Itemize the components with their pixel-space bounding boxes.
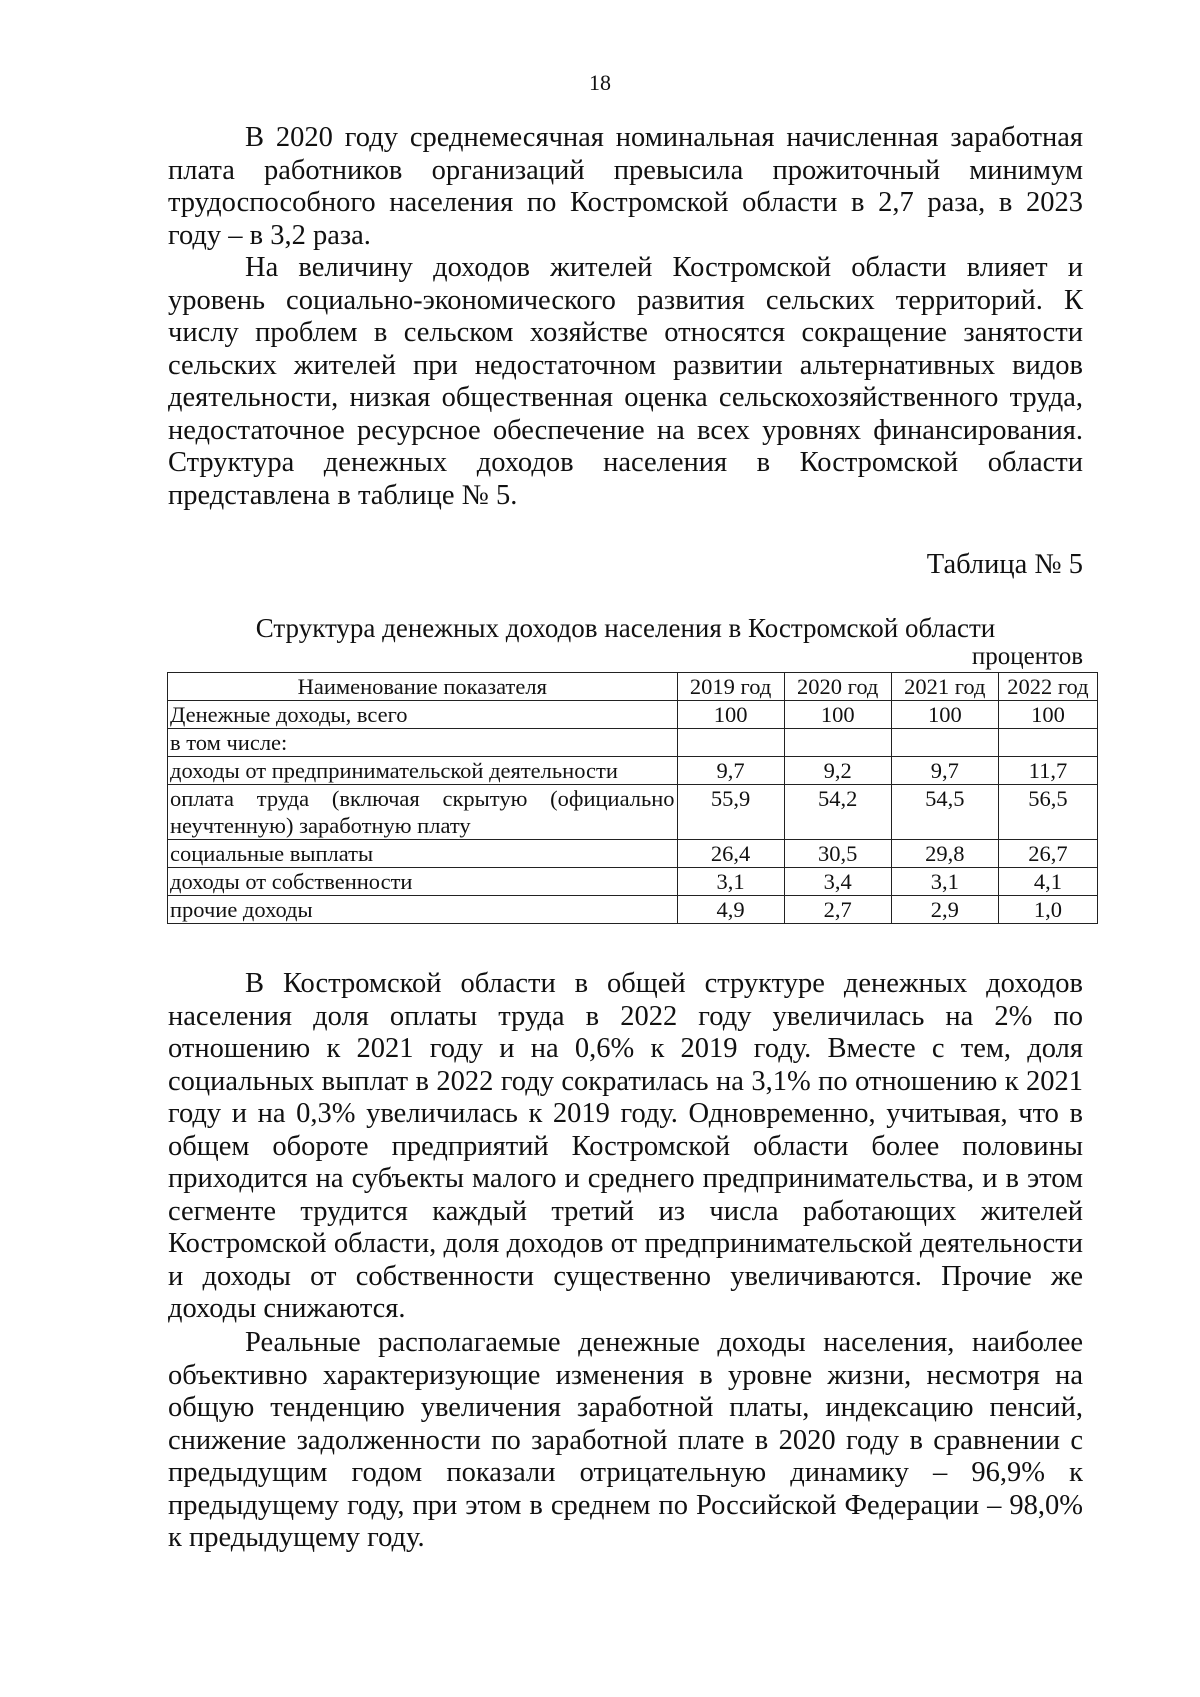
table-cell: 100 (677, 701, 784, 729)
table-cell (998, 729, 1097, 757)
paragraph: На величину доходов жителей Костромской области влияет и уровень социально-экономического развития сельских территорий. К числу проблем в сельском хозяйстве относятся сокращение занятости сельских жителей при недостаточном развитии альтернативных видов деятельности, низкая общественная оценка сельскохозяйственного труда, недостаточное ресурсное обеспечение на всех уровнях финансирования. Структура денежных доходов населения в Костромской области представлена в таблице № 5. (168, 252, 1083, 511)
row-label: социальные выплаты (168, 840, 678, 868)
table-cell: 4,1 (998, 868, 1097, 896)
table-cell (784, 729, 891, 757)
table-cell: 11,7 (998, 757, 1097, 785)
table-cell: 26,7 (998, 840, 1097, 868)
table-cell: 54,5 (891, 785, 998, 840)
income-structure-table (167, 672, 1098, 924)
table-cell: 100 (998, 701, 1097, 729)
table-cell: 9,2 (784, 757, 891, 785)
table-row (168, 896, 1098, 924)
table-cell: 2,7 (784, 896, 891, 924)
table-cell: 30,5 (784, 840, 891, 868)
table-header-row (168, 673, 1098, 701)
table-cell: 3,4 (784, 868, 891, 896)
paragraph: Реальные располагаемые денежные доходы населения, наиболее объективно характеризующие изменения в уровне жизни, несмотря на общую тенденцию увеличения заработной платы, индексацию пенсий, снижение задолженности по заработной плате в 2020 году в сравнении с предыдущим годом показали отрицательную динамику – 96,9% к предыдущему году, при этом в среднем по Российской Федерации – 98,0% к предыдущему году. (168, 1327, 1083, 1553)
table-row (168, 785, 1098, 840)
table-row (168, 840, 1098, 868)
table-cell (891, 729, 998, 757)
paragraph: В 2020 году среднемесячная номинальная начисленная заработная плата работников организаций превысила прожиточный минимум трудоспособного населения по Костромской области в 2,7 раза, в 2023 году – в 3,2 раза. (168, 122, 1083, 251)
table-units: процентов (971, 643, 1083, 670)
table-cell: 2,9 (891, 896, 998, 924)
table-title: Структура денежных доходов населения в Костромской области (255, 613, 996, 643)
table-cell: 29,8 (891, 840, 998, 868)
table-row (168, 757, 1098, 785)
column-header: Наименование показателя (168, 673, 678, 701)
table-row (168, 868, 1098, 896)
row-label: доходы от предпринимательской деятельности (168, 757, 678, 785)
page-number: 18 (589, 70, 611, 95)
row-label: доходы от собственности (168, 868, 678, 896)
table-cell: 100 (784, 701, 891, 729)
table-cell: 55,9 (677, 785, 784, 840)
row-label: в том числе: (168, 729, 678, 757)
table-label: Таблица № 5 (926, 549, 1083, 580)
table-cell: 100 (891, 701, 998, 729)
table-cell: 56,5 (998, 785, 1097, 840)
table-cell: 3,1 (677, 868, 784, 896)
table-cell: 1,0 (998, 896, 1097, 924)
table-row (168, 729, 1098, 757)
row-label: Денежные доходы, всего (168, 701, 678, 729)
table-cell: 3,1 (891, 868, 998, 896)
table-cell: 54,2 (784, 785, 891, 840)
table-row (168, 701, 1098, 729)
column-header: 2021 год (891, 673, 998, 701)
paragraph: В Костромской области в общей структуре денежных доходов населения доля оплаты труда в 2022 году увеличилась на 2% по отношению к 2021 году и на 0,6% к 2019 году. Вместе с тем, доля социальных выплат в 2022 году сократилась на 3,1% по отношению к 2021 году и на 0,3% увеличилась к 2019 году. Одновременно, учитывая, что в общем обороте предприятий Костромской области более половины приходится на субъекты малого и среднего предпринимательства, и в этом сегменте трудится каждый третий из числа работающих жителей Костромской области, доля доходов от предпринимательской деятельности и доходы от собственности существенно увеличиваются. Прочие же доходы снижаются. (168, 968, 1083, 1324)
table-cell: 9,7 (891, 757, 998, 785)
column-header: 2020 год (784, 673, 891, 701)
table-cell: 26,4 (677, 840, 784, 868)
row-label: прочие доходы (168, 896, 678, 924)
table-cell: 4,9 (677, 896, 784, 924)
table-cell: 9,7 (677, 757, 784, 785)
column-header: 2022 год (998, 673, 1097, 701)
table-cell (677, 729, 784, 757)
column-header: 2019 год (677, 673, 784, 701)
row-label: оплата труда (включая скрытую (официально неучтенную) заработную плату (168, 785, 678, 840)
